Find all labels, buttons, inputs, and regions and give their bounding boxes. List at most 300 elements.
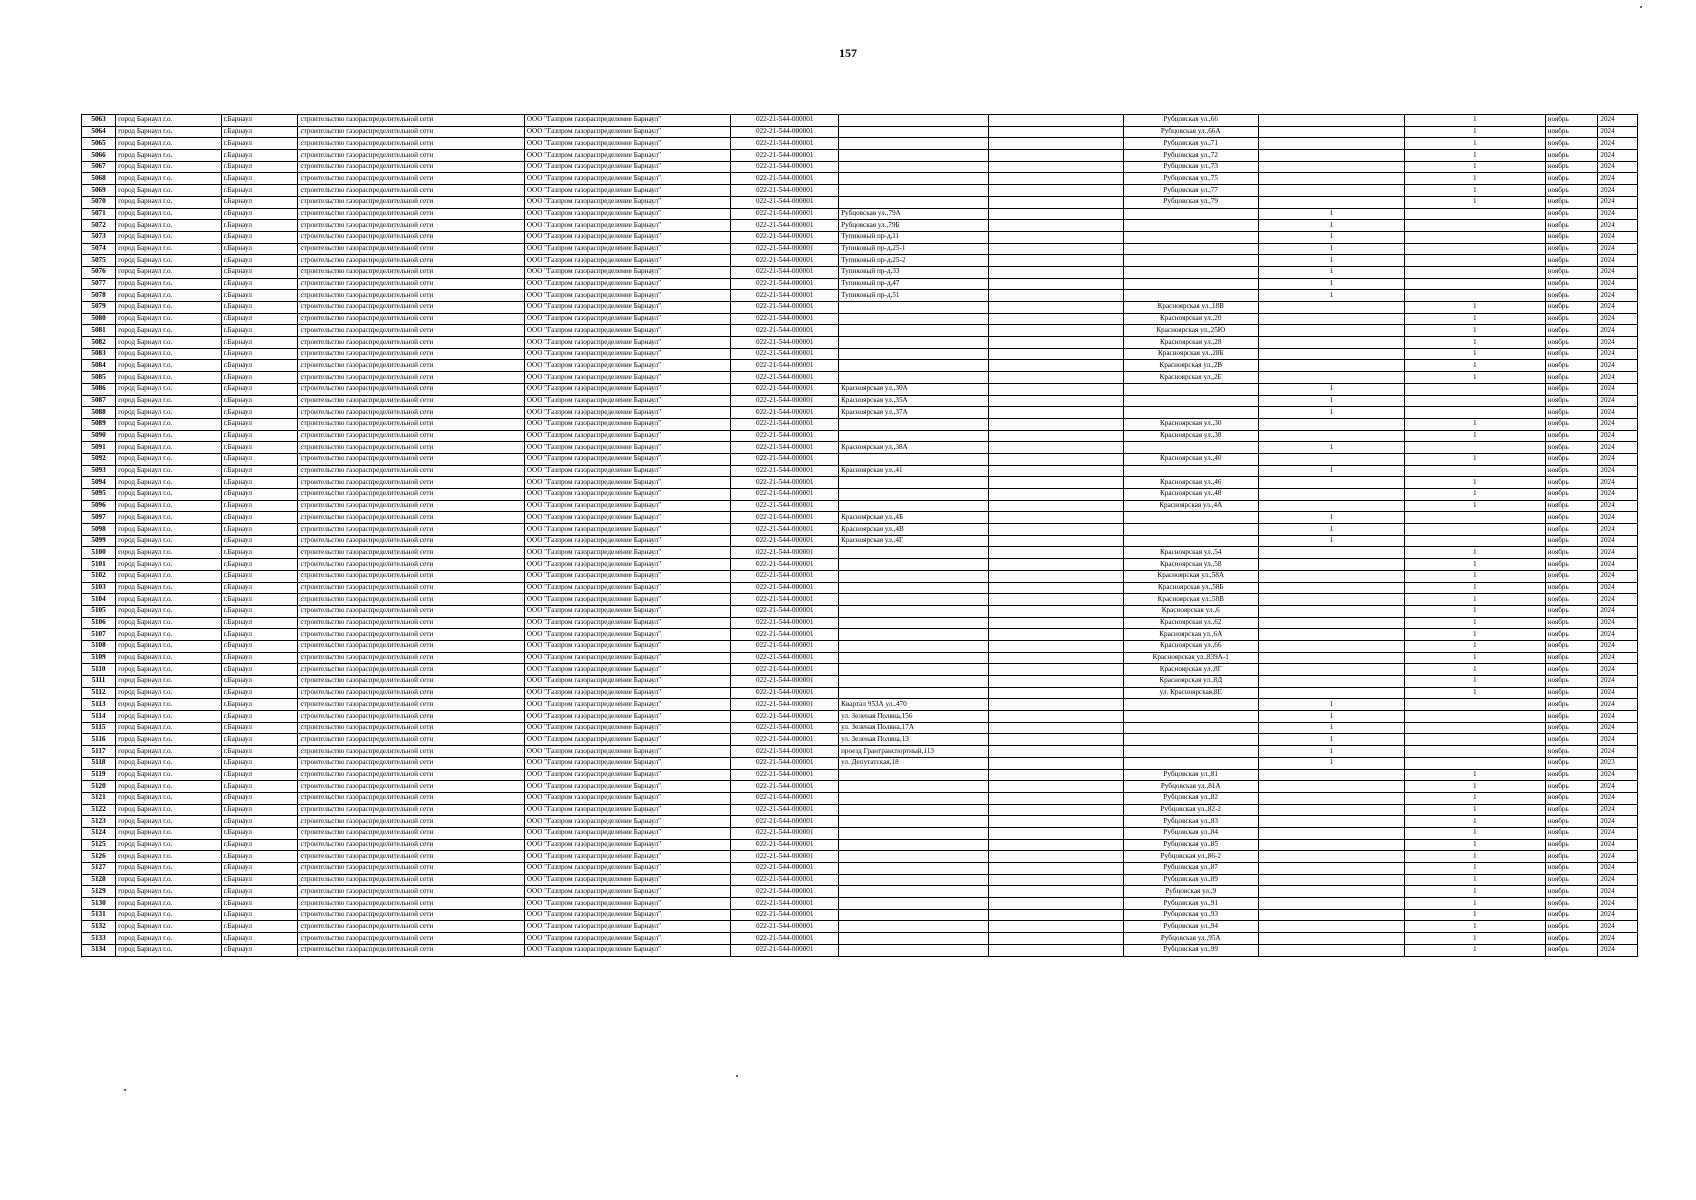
cell-quantity-b: 1 bbox=[1404, 605, 1545, 617]
cell-settlement: г.Барнаул bbox=[221, 629, 298, 641]
cell-municipality: город Барнаул г.о. bbox=[116, 711, 221, 723]
cell-settlement: г.Барнаул bbox=[221, 418, 298, 430]
cell-empty bbox=[988, 839, 1123, 851]
cell-address-b: Красноярская ул.,2Е bbox=[1123, 372, 1258, 384]
cell-year: 2024 bbox=[1598, 769, 1638, 781]
cell-empty bbox=[988, 161, 1123, 173]
cell-month: ноябрь bbox=[1545, 827, 1598, 839]
cell-empty bbox=[988, 231, 1123, 243]
cell-address-b: Рубцовская ул.,75 bbox=[1123, 173, 1258, 185]
page-number: 157 bbox=[839, 46, 857, 60]
cell-registry-number: 022-21-544-000001 bbox=[731, 266, 839, 278]
cell-month: ноябрь bbox=[1545, 418, 1598, 430]
cell-address-a bbox=[839, 921, 988, 933]
cell-month: ноябрь bbox=[1545, 255, 1598, 267]
cell-quantity-b bbox=[1404, 465, 1545, 477]
cell-id: 5076 bbox=[82, 266, 116, 278]
cell-month: ноябрь bbox=[1545, 781, 1598, 793]
cell-address-a bbox=[839, 816, 988, 828]
cell-organization: ООО "Газпром газораспределение Барнаул" bbox=[524, 243, 731, 255]
cell-year: 2024 bbox=[1598, 418, 1638, 430]
cell-work-type: строительство газораспределительной сети bbox=[298, 383, 524, 395]
cell-quantity-a bbox=[1258, 582, 1404, 594]
cell-municipality: город Барнаул г.о. bbox=[116, 816, 221, 828]
cell-month: ноябрь bbox=[1545, 629, 1598, 641]
cell-year: 2024 bbox=[1598, 231, 1638, 243]
table-row bbox=[82, 699, 1638, 711]
cell-month: ноябрь bbox=[1545, 477, 1598, 489]
cell-municipality: город Барнаул г.о. bbox=[116, 173, 221, 185]
table-row bbox=[82, 313, 1638, 325]
cell-settlement: г.Барнаул bbox=[221, 676, 298, 688]
cell-settlement: г.Барнаул bbox=[221, 582, 298, 594]
cell-year: 2024 bbox=[1598, 348, 1638, 360]
cell-address-a bbox=[839, 313, 988, 325]
cell-organization: ООО "Газпром газораспределение Барнаул" bbox=[524, 453, 731, 465]
cell-settlement: г.Барнаул bbox=[221, 500, 298, 512]
cell-registry-number: 022-21-544-000001 bbox=[731, 325, 839, 337]
cell-quantity-a bbox=[1258, 161, 1404, 173]
cell-month: ноябрь bbox=[1545, 559, 1598, 571]
cell-month: ноябрь bbox=[1545, 465, 1598, 477]
cell-year: 2024 bbox=[1598, 173, 1638, 185]
cell-municipality: город Барнаул г.о. bbox=[116, 769, 221, 781]
cell-empty bbox=[988, 430, 1123, 442]
cell-organization: ООО "Газпром газораспределение Барнаул" bbox=[524, 161, 731, 173]
cell-quantity-a: 1 bbox=[1258, 255, 1404, 267]
cell-address-b bbox=[1123, 407, 1258, 419]
cell-address-a: ул. Депутатская,18 bbox=[839, 757, 988, 769]
cell-work-type: строительство газораспределительной сети bbox=[298, 617, 524, 629]
cell-year: 2024 bbox=[1598, 687, 1638, 699]
cell-month: ноябрь bbox=[1545, 734, 1598, 746]
cell-settlement: г.Барнаул bbox=[221, 360, 298, 372]
cell-year: 2024 bbox=[1598, 781, 1638, 793]
cell-address-b: Рубцовская ул.,82 bbox=[1123, 792, 1258, 804]
cell-id: 5110 bbox=[82, 664, 116, 676]
cell-empty bbox=[988, 781, 1123, 793]
cell-work-type: строительство газораспределительной сети bbox=[298, 150, 524, 162]
cell-address-a bbox=[839, 676, 988, 688]
cell-work-type: строительство газораспределительной сети bbox=[298, 816, 524, 828]
cell-quantity-b: 1 bbox=[1404, 851, 1545, 863]
cell-organization: ООО "Газпром газораспределение Барнаул" bbox=[524, 266, 731, 278]
cell-municipality: город Барнаул г.о. bbox=[116, 290, 221, 302]
scan-speck bbox=[1640, 6, 1642, 8]
cell-empty bbox=[988, 255, 1123, 267]
cell-address-a bbox=[839, 792, 988, 804]
cell-address-b: Рубцовская ул.,82-2 bbox=[1123, 804, 1258, 816]
cell-address-a bbox=[839, 138, 988, 150]
cell-settlement: г.Барнаул bbox=[221, 746, 298, 758]
cell-quantity-a: 1 bbox=[1258, 290, 1404, 302]
cell-month: ноябрь bbox=[1545, 185, 1598, 197]
cell-registry-number: 022-21-544-000001 bbox=[731, 185, 839, 197]
cell-address-a bbox=[839, 617, 988, 629]
cell-month: ноябрь bbox=[1545, 126, 1598, 138]
table-row bbox=[82, 489, 1638, 501]
cell-address-a bbox=[839, 337, 988, 349]
cell-work-type: строительство газораспределительной сети bbox=[298, 734, 524, 746]
cell-empty bbox=[988, 652, 1123, 664]
cell-work-type: строительство газораспределительной сети bbox=[298, 921, 524, 933]
cell-id: 5129 bbox=[82, 886, 116, 898]
cell-registry-number: 022-21-544-000001 bbox=[731, 278, 839, 290]
cell-quantity-a bbox=[1258, 313, 1404, 325]
cell-municipality: город Барнаул г.о. bbox=[116, 559, 221, 571]
cell-registry-number: 022-21-544-000001 bbox=[731, 792, 839, 804]
cell-id: 5064 bbox=[82, 126, 116, 138]
table-row bbox=[82, 173, 1638, 185]
cell-municipality: город Барнаул г.о. bbox=[116, 676, 221, 688]
cell-settlement: г.Барнаул bbox=[221, 617, 298, 629]
cell-registry-number: 022-21-544-000001 bbox=[731, 909, 839, 921]
cell-empty bbox=[988, 173, 1123, 185]
table-row bbox=[82, 792, 1638, 804]
cell-organization: ООО "Газпром газораспределение Барнаул" bbox=[524, 898, 731, 910]
cell-empty bbox=[988, 126, 1123, 138]
cell-work-type: строительство газораспределительной сети bbox=[298, 898, 524, 910]
cell-address-a: ул. Зеленая Поляна,156 bbox=[839, 711, 988, 723]
cell-quantity-a bbox=[1258, 839, 1404, 851]
cell-organization: ООО "Газпром газораспределение Барнаул" bbox=[524, 886, 731, 898]
cell-organization: ООО "Газпром газораспределение Барнаул" bbox=[524, 605, 731, 617]
table-row bbox=[82, 547, 1638, 559]
cell-settlement: г.Барнаул bbox=[221, 313, 298, 325]
cell-month: ноябрь bbox=[1545, 640, 1598, 652]
cell-empty bbox=[988, 629, 1123, 641]
cell-empty bbox=[988, 792, 1123, 804]
cell-settlement: г.Барнаул bbox=[221, 804, 298, 816]
cell-quantity-b: 1 bbox=[1404, 664, 1545, 676]
cell-settlement: г.Барнаул bbox=[221, 208, 298, 220]
cell-id: 5123 bbox=[82, 816, 116, 828]
cell-quantity-a bbox=[1258, 348, 1404, 360]
cell-quantity-a bbox=[1258, 196, 1404, 208]
cell-quantity-a: 1 bbox=[1258, 757, 1404, 769]
cell-month: ноябрь bbox=[1545, 769, 1598, 781]
cell-month: ноябрь bbox=[1545, 208, 1598, 220]
cell-municipality: город Барнаул г.о. bbox=[116, 418, 221, 430]
table-row bbox=[82, 898, 1638, 910]
cell-work-type: строительство газораспределительной сети bbox=[298, 453, 524, 465]
cell-address-b: Красноярская ул.,48 bbox=[1123, 489, 1258, 501]
cell-settlement: г.Барнаул bbox=[221, 372, 298, 384]
cell-empty bbox=[988, 196, 1123, 208]
cell-work-type: строительство газораспределительной сети bbox=[298, 477, 524, 489]
cell-month: ноябрь bbox=[1545, 851, 1598, 863]
table-row bbox=[82, 418, 1638, 430]
cell-quantity-a: 1 bbox=[1258, 722, 1404, 734]
cell-address-b bbox=[1123, 395, 1258, 407]
cell-address-b: Красноярская ул.,8Д bbox=[1123, 676, 1258, 688]
cell-settlement: г.Барнаул bbox=[221, 302, 298, 314]
table-row bbox=[82, 266, 1638, 278]
cell-address-a: Красноярская ул.,30А bbox=[839, 383, 988, 395]
table-row bbox=[82, 687, 1638, 699]
cell-year: 2024 bbox=[1598, 944, 1638, 956]
cell-registry-number: 022-21-544-000001 bbox=[731, 442, 839, 454]
cell-municipality: город Барнаул г.о. bbox=[116, 804, 221, 816]
cell-year: 2024 bbox=[1598, 746, 1638, 758]
cell-id: 5101 bbox=[82, 559, 116, 571]
cell-organization: ООО "Газпром газораспределение Барнаул" bbox=[524, 418, 731, 430]
cell-work-type: строительство газораспределительной сети bbox=[298, 243, 524, 255]
cell-registry-number: 022-21-544-000001 bbox=[731, 208, 839, 220]
cell-address-a bbox=[839, 500, 988, 512]
cell-registry-number: 022-21-544-000001 bbox=[731, 933, 839, 945]
cell-address-a bbox=[839, 559, 988, 571]
cell-address-a bbox=[839, 781, 988, 793]
cell-quantity-a bbox=[1258, 886, 1404, 898]
cell-id: 5063 bbox=[82, 115, 116, 127]
cell-empty bbox=[988, 804, 1123, 816]
table-row bbox=[82, 185, 1638, 197]
cell-settlement: г.Барнаул bbox=[221, 465, 298, 477]
cell-registry-number: 022-21-544-000001 bbox=[731, 851, 839, 863]
cell-address-b: Рубцовская ул.,95А bbox=[1123, 933, 1258, 945]
cell-quantity-a bbox=[1258, 874, 1404, 886]
cell-empty bbox=[988, 816, 1123, 828]
cell-quantity-a bbox=[1258, 477, 1404, 489]
cell-year: 2024 bbox=[1598, 547, 1638, 559]
cell-registry-number: 022-21-544-000001 bbox=[731, 734, 839, 746]
cell-month: ноябрь bbox=[1545, 231, 1598, 243]
cell-id: 5125 bbox=[82, 839, 116, 851]
cell-organization: ООО "Газпром газораспределение Барнаул" bbox=[524, 524, 731, 536]
cell-municipality: город Барнаул г.о. bbox=[116, 208, 221, 220]
cell-quantity-a: 1 bbox=[1258, 395, 1404, 407]
cell-settlement: г.Барнаул bbox=[221, 898, 298, 910]
cell-registry-number: 022-21-544-000001 bbox=[731, 161, 839, 173]
cell-municipality: город Барнаул г.о. bbox=[116, 372, 221, 384]
cell-settlement: г.Барнаул bbox=[221, 524, 298, 536]
cell-work-type: строительство газораспределительной сети bbox=[298, 839, 524, 851]
cell-year: 2024 bbox=[1598, 266, 1638, 278]
cell-municipality: город Барнаул г.о. bbox=[116, 278, 221, 290]
cell-empty bbox=[988, 676, 1123, 688]
cell-municipality: город Барнаул г.о. bbox=[116, 734, 221, 746]
cell-registry-number: 022-21-544-000001 bbox=[731, 465, 839, 477]
cell-id: 5096 bbox=[82, 500, 116, 512]
cell-empty bbox=[988, 115, 1123, 127]
cell-id: 5114 bbox=[82, 711, 116, 723]
cell-month: ноябрь bbox=[1545, 360, 1598, 372]
cell-address-b bbox=[1123, 231, 1258, 243]
cell-organization: ООО "Газпром газораспределение Барнаул" bbox=[524, 173, 731, 185]
cell-year: 2024 bbox=[1598, 290, 1638, 302]
table-row bbox=[82, 477, 1638, 489]
cell-municipality: город Барнаул г.о. bbox=[116, 325, 221, 337]
table-row bbox=[82, 559, 1638, 571]
cell-settlement: г.Барнаул bbox=[221, 395, 298, 407]
cell-id: 5069 bbox=[82, 185, 116, 197]
cell-registry-number: 022-21-544-000001 bbox=[731, 150, 839, 162]
cell-month: ноябрь bbox=[1545, 699, 1598, 711]
cell-settlement: г.Барнаул bbox=[221, 664, 298, 676]
cell-quantity-a bbox=[1258, 781, 1404, 793]
cell-quantity-b: 1 bbox=[1404, 640, 1545, 652]
cell-address-a: проезд Грантранспортный,113 bbox=[839, 746, 988, 758]
cell-work-type: строительство газораспределительной сети bbox=[298, 781, 524, 793]
cell-quantity-b: 1 bbox=[1404, 652, 1545, 664]
cell-address-a: Рубцовская ул.,79А bbox=[839, 208, 988, 220]
cell-id: 5070 bbox=[82, 196, 116, 208]
cell-work-type: строительство газораспределительной сети bbox=[298, 395, 524, 407]
cell-empty bbox=[988, 863, 1123, 875]
cell-month: ноябрь bbox=[1545, 933, 1598, 945]
cell-settlement: г.Барнаул bbox=[221, 839, 298, 851]
cell-month: ноябрь bbox=[1545, 944, 1598, 956]
cell-id: 5112 bbox=[82, 687, 116, 699]
cell-settlement: г.Барнаул bbox=[221, 921, 298, 933]
cell-quantity-b bbox=[1404, 278, 1545, 290]
cell-year: 2024 bbox=[1598, 734, 1638, 746]
cell-organization: ООО "Газпром газораспределение Барнаул" bbox=[524, 208, 731, 220]
cell-id: 5086 bbox=[82, 383, 116, 395]
cell-registry-number: 022-21-544-000001 bbox=[731, 839, 839, 851]
cell-municipality: город Барнаул г.о. bbox=[116, 185, 221, 197]
cell-month: ноябрь bbox=[1545, 804, 1598, 816]
table-row bbox=[82, 570, 1638, 582]
cell-year: 2024 bbox=[1598, 933, 1638, 945]
cell-work-type: строительство газораспределительной сети bbox=[298, 126, 524, 138]
cell-quantity-a: 1 bbox=[1258, 243, 1404, 255]
table-row bbox=[82, 734, 1638, 746]
cell-year: 2024 bbox=[1598, 442, 1638, 454]
cell-empty bbox=[988, 605, 1123, 617]
cell-quantity-a bbox=[1258, 325, 1404, 337]
cell-address-b: Красноярская ул.,58 bbox=[1123, 559, 1258, 571]
cell-id: 5078 bbox=[82, 290, 116, 302]
table-row bbox=[82, 255, 1638, 267]
cell-municipality: город Барнаул г.о. bbox=[116, 337, 221, 349]
cell-registry-number: 022-21-544-000001 bbox=[731, 629, 839, 641]
cell-address-b bbox=[1123, 290, 1258, 302]
cell-registry-number: 022-21-544-000001 bbox=[731, 138, 839, 150]
cell-id: 5088 bbox=[82, 407, 116, 419]
table-row bbox=[82, 535, 1638, 547]
cell-settlement: г.Барнаул bbox=[221, 874, 298, 886]
cell-registry-number: 022-21-544-000001 bbox=[731, 173, 839, 185]
cell-quantity-a bbox=[1258, 898, 1404, 910]
cell-work-type: строительство газораспределительной сети bbox=[298, 360, 524, 372]
cell-work-type: строительство газораспределительной сети bbox=[298, 185, 524, 197]
table-row bbox=[82, 664, 1638, 676]
cell-empty bbox=[988, 711, 1123, 723]
cell-organization: ООО "Газпром газораспределение Барнаул" bbox=[524, 138, 731, 150]
cell-empty bbox=[988, 757, 1123, 769]
cell-address-b: Красноярская ул.,25Ю bbox=[1123, 325, 1258, 337]
cell-year: 2024 bbox=[1598, 500, 1638, 512]
cell-registry-number: 022-21-544-000001 bbox=[731, 757, 839, 769]
cell-id: 5115 bbox=[82, 722, 116, 734]
cell-month: ноябрь bbox=[1545, 196, 1598, 208]
cell-organization: ООО "Газпром газораспределение Барнаул" bbox=[524, 360, 731, 372]
cell-month: ноябрь bbox=[1545, 372, 1598, 384]
cell-organization: ООО "Газпром газораспределение Барнаул" bbox=[524, 290, 731, 302]
cell-registry-number: 022-21-544-000001 bbox=[731, 944, 839, 956]
cell-id: 5098 bbox=[82, 524, 116, 536]
table-row bbox=[82, 453, 1638, 465]
cell-empty bbox=[988, 138, 1123, 150]
cell-registry-number: 022-21-544-000001 bbox=[731, 617, 839, 629]
registry-table-body bbox=[82, 115, 1638, 957]
cell-work-type: строительство газораспределительной сети bbox=[298, 827, 524, 839]
cell-settlement: г.Барнаул bbox=[221, 909, 298, 921]
cell-organization: ООО "Газпром газораспределение Барнаул" bbox=[524, 547, 731, 559]
cell-month: ноябрь bbox=[1545, 605, 1598, 617]
cell-settlement: г.Барнаул bbox=[221, 512, 298, 524]
table-row bbox=[82, 839, 1638, 851]
cell-address-b bbox=[1123, 220, 1258, 232]
cell-organization: ООО "Газпром газораспределение Барнаул" bbox=[524, 851, 731, 863]
cell-id: 5105 bbox=[82, 605, 116, 617]
cell-year: 2024 bbox=[1598, 640, 1638, 652]
cell-quantity-a bbox=[1258, 547, 1404, 559]
table-row bbox=[82, 337, 1638, 349]
table-row bbox=[82, 138, 1638, 150]
cell-quantity-b: 1 bbox=[1404, 676, 1545, 688]
cell-year: 2024 bbox=[1598, 711, 1638, 723]
cell-id: 5131 bbox=[82, 909, 116, 921]
cell-registry-number: 022-21-544-000001 bbox=[731, 769, 839, 781]
cell-address-b: Рубцовская ул.,66А bbox=[1123, 126, 1258, 138]
cell-year: 2024 bbox=[1598, 337, 1638, 349]
cell-registry-number: 022-21-544-000001 bbox=[731, 722, 839, 734]
cell-quantity-b: 1 bbox=[1404, 874, 1545, 886]
cell-registry-number: 022-21-544-000001 bbox=[731, 816, 839, 828]
cell-quantity-b: 1 bbox=[1404, 138, 1545, 150]
cell-municipality: город Барнаул г.о. bbox=[116, 594, 221, 606]
cell-registry-number: 022-21-544-000001 bbox=[731, 863, 839, 875]
cell-address-a bbox=[839, 489, 988, 501]
cell-quantity-b: 1 bbox=[1404, 827, 1545, 839]
cell-address-b: Красноярская ул.,40 bbox=[1123, 453, 1258, 465]
cell-year: 2024 bbox=[1598, 407, 1638, 419]
cell-work-type: строительство газораспределительной сети bbox=[298, 757, 524, 769]
cell-registry-number: 022-21-544-000001 bbox=[731, 804, 839, 816]
cell-address-b: Красноярская ул.,66 bbox=[1123, 640, 1258, 652]
cell-quantity-b bbox=[1404, 266, 1545, 278]
table-row bbox=[82, 886, 1638, 898]
cell-year: 2024 bbox=[1598, 115, 1638, 127]
cell-month: ноябрь bbox=[1545, 138, 1598, 150]
cell-municipality: город Барнаул г.о. bbox=[116, 605, 221, 617]
cell-month: ноябрь bbox=[1545, 313, 1598, 325]
cell-work-type: строительство газораспределительной сети bbox=[298, 196, 524, 208]
cell-quantity-b bbox=[1404, 208, 1545, 220]
cell-year: 2024 bbox=[1598, 243, 1638, 255]
cell-address-b bbox=[1123, 512, 1258, 524]
cell-empty bbox=[988, 734, 1123, 746]
cell-month: ноябрь bbox=[1545, 582, 1598, 594]
cell-address-b: Рубцовская ул.,81А bbox=[1123, 781, 1258, 793]
cell-organization: ООО "Газпром газораспределение Барнаул" bbox=[524, 115, 731, 127]
cell-address-a bbox=[839, 348, 988, 360]
cell-work-type: строительство газораспределительной сети bbox=[298, 115, 524, 127]
cell-municipality: город Барнаул г.о. bbox=[116, 629, 221, 641]
cell-address-b: Красноярская ул.,8Г bbox=[1123, 664, 1258, 676]
cell-year: 2024 bbox=[1598, 664, 1638, 676]
cell-year: 2024 bbox=[1598, 827, 1638, 839]
cell-settlement: г.Барнаул bbox=[221, 383, 298, 395]
cell-organization: ООО "Газпром газораспределение Барнаул" bbox=[524, 383, 731, 395]
cell-organization: ООО "Газпром газораспределение Барнаул" bbox=[524, 465, 731, 477]
cell-quantity-a: 1 bbox=[1258, 734, 1404, 746]
cell-work-type: строительство газораспределительной сети bbox=[298, 640, 524, 652]
cell-address-a bbox=[839, 804, 988, 816]
